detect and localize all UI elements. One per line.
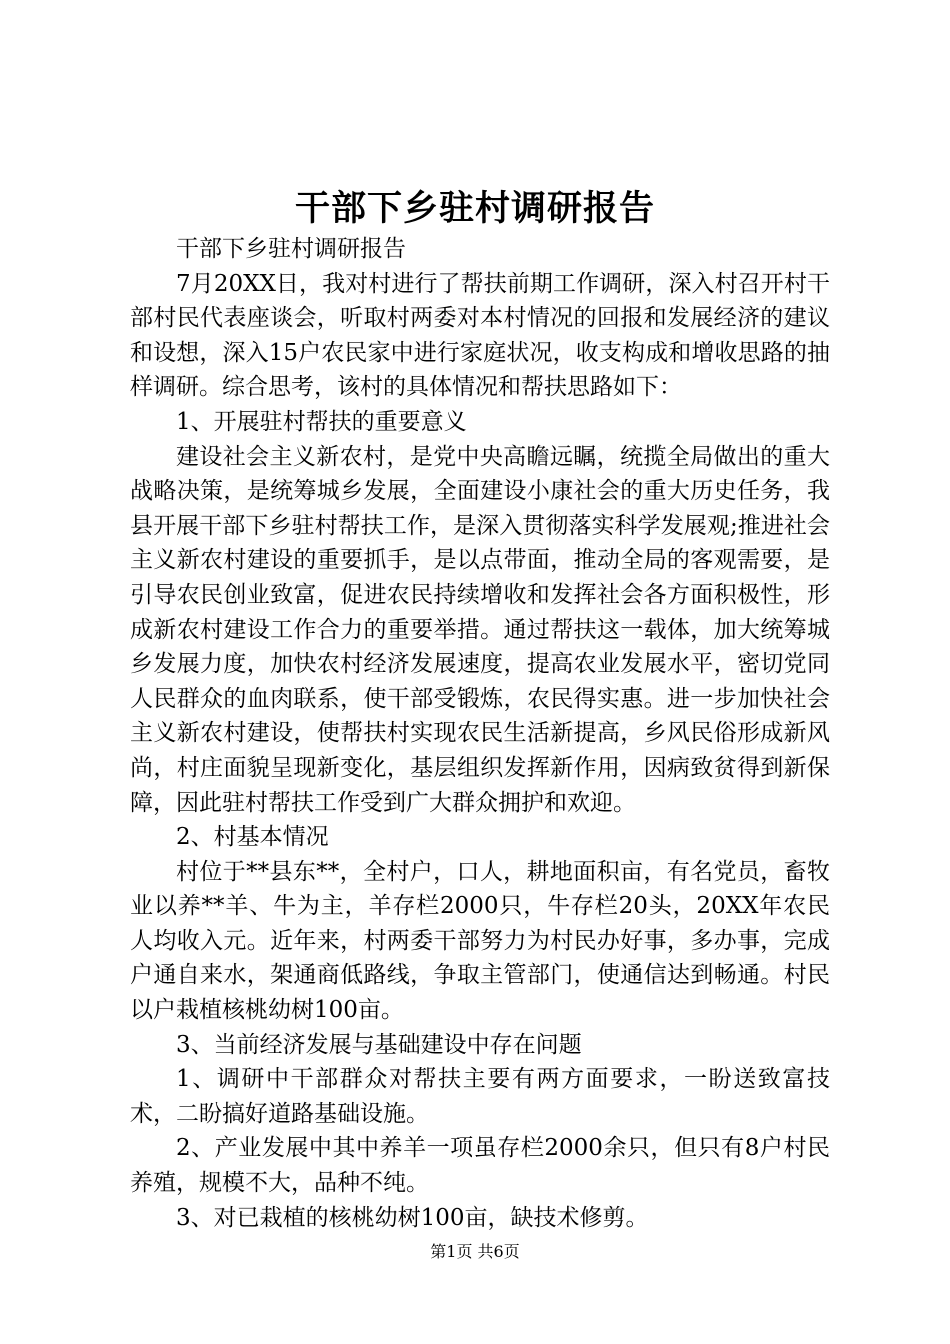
paragraph-significance: 建设社会主义新农村，是党中央高瞻远瞩，统揽全局做出的重大战略决策，是统筹城乡发展，全面建设小康社会的重大历史任务，我县开展干部下乡驻村帮扶工作，是深入贯彻落实科学发展观;推进社会主义新农村建设的重要抓手，是以点带面，推动全局的客观需要，是引导农民创业致富，促进农民持续增收和发挥社会各方面积极性，形成新农村建设工作合力的重要举措。通过帮扶这一载体，加大统筹城乡发展力度，加快农村经济发展速度，提高农业发展水平，密切党同人民群众的血肉联系，使干部受锻炼，农民得实惠。进一步加快社会主义新农村建设，使帮扶村实现农民生活新提高，乡风民俗形成新风尚，村庄面貌呈现新变化，基层组织发挥新作用，因病致贫得到新保障，因此驻村帮扶工作受到广大群众拥护和欢迎。 (130, 443, 830, 816)
paragraph-intro: 7月20XX日，我对村进行了帮扶前期工作调研，深入村召开村干部村民代表座谈会，听取村两委对本村情况的回报和发展经济的建议和设想，深入15户农民家中进行家庭状况，收支构成和增收思路的抽样调研。综合思考，该村的具体情况和帮扶思路如下： (130, 270, 830, 401)
paragraph-problem-1: 1、调研中干部群众对帮扶主要有两方面要求，一盼送致富技术，二盼搞好道路基础设施。 (130, 1066, 830, 1127)
document-body (130, 232, 830, 1235)
paragraph-subtitle: 干部下乡驻村调研报告 (176, 236, 406, 262)
section-heading-2: 2、村基本情况 (176, 824, 329, 851)
section-heading-1: 1、开展驻村帮扶的重要意义 (176, 408, 467, 435)
document-title: 干部下乡驻村调研报告 (294, 188, 655, 229)
paragraph-problem-2: 2、产业发展中其中养羊一项虽存栏2000余只，但只有8户村民养殖，规模不大，品种不纯。 (130, 1135, 830, 1197)
page-number-footer: 第1页 共6页 (430, 1242, 520, 1261)
paragraph-problem-3: 3、对已栽植的核桃幼树100亩，缺技术修剪。 (176, 1204, 649, 1231)
paragraph-village-info: 村位于**县东**，全村户，口人，耕地面积亩，有名党员，畜牧业以养**羊、牛为主，羊存栏2000只，牛存栏20头，20XX年农民人均收入元。近年来，村两委干部努力为村民办好事，多办事，完成户通自来水，架通商低路线，争取主管部门，使通信达到畅通。村民以户栽植核桃幼树100亩。 (130, 858, 830, 1024)
section-heading-3: 3、当前经济发展与基础建设中存在问题 (176, 1031, 582, 1058)
